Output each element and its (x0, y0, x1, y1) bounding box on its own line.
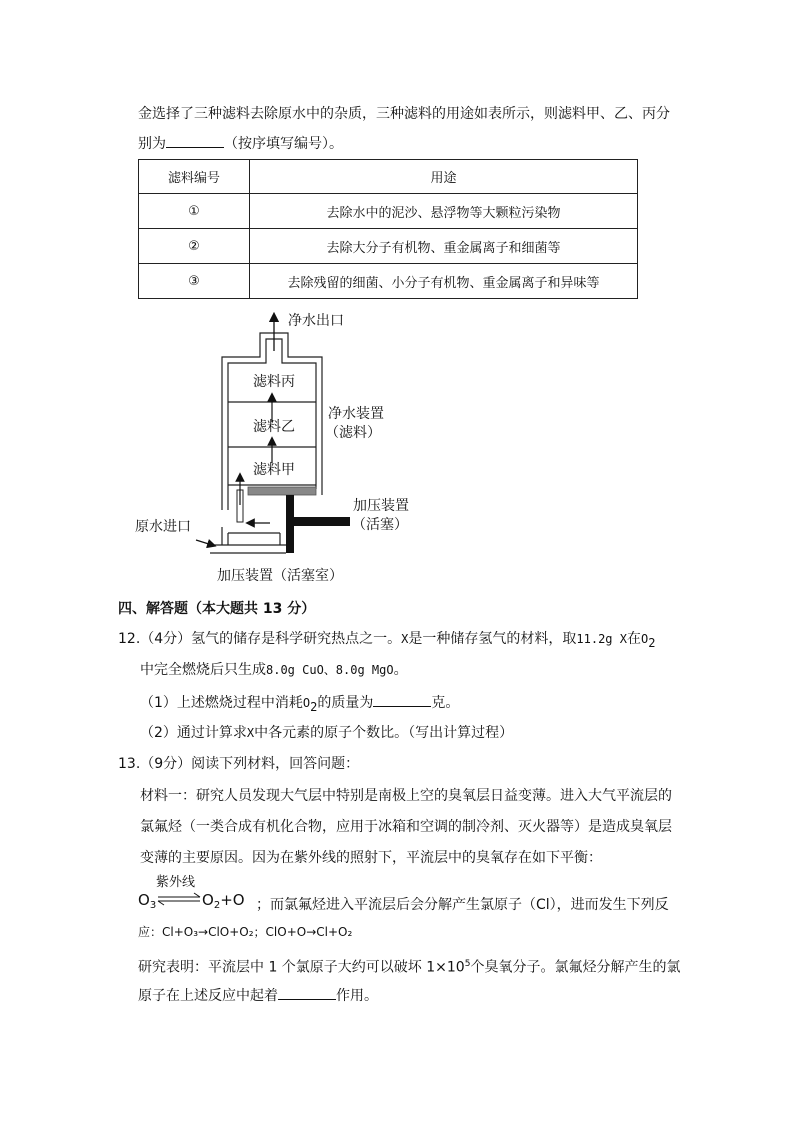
q12-o2-sub: 2 (648, 635, 656, 650)
table-cell-id: ② (139, 229, 250, 264)
table-cell-id: ① (139, 194, 250, 229)
label-device-sub: （滤料） (325, 425, 381, 441)
q12-line-2 (140, 660, 408, 680)
q12-o2: O (640, 632, 649, 646)
q13-material-line-2: 氯氟烃（一类合成有机化合物，应用于冰箱和空调的制冷剂、灭火器等）是造成臭氧层 (140, 819, 672, 835)
q13-research-line-2 (138, 985, 378, 1006)
filter-table (138, 159, 638, 299)
label-inlet: 原水进口 (135, 519, 191, 535)
intro-line-2-post: （按序填写编号）。 (224, 136, 343, 152)
piston-rod-horizontal (294, 517, 350, 526)
label-filter-c: 滤料丙 (253, 374, 295, 390)
table-row (139, 229, 638, 264)
inlet-pipe (210, 533, 286, 553)
q12-p2-end: 中各元素的原子个数比。（写出计算过程） (254, 725, 514, 741)
q13-research-line-1 (138, 954, 680, 978)
label-chamber: 加压装置（活塞室） (217, 568, 343, 584)
label-piston-title: 加压装置 (353, 498, 409, 514)
eq-right: $O_2+O$ (202, 891, 245, 911)
q12-line-2-pre: 中完全燃烧后只生成 (140, 662, 266, 678)
q12-line-2-post: 。 (393, 662, 408, 678)
table-header-use: 用途 (250, 160, 638, 194)
answer-blank-o2-mass[interactable] (373, 692, 431, 707)
piston-rod-vertical (286, 495, 294, 553)
q12-line-1 (118, 629, 655, 653)
ozone-equilibrium-equation (138, 872, 256, 912)
intro-line-2 (138, 133, 343, 154)
eq-left: $O_3$ (138, 891, 157, 911)
q12-line-1-pre: 12.（4分）氢气的储存是科学研究热点之一。 (118, 631, 402, 647)
q12-part-2 (140, 723, 513, 743)
q13-material-line-1: 材料一：研究人员发现大气层中特别是南极上空的臭氧层日益变薄。进入大气平流层的 (140, 788, 672, 804)
q13-r2-pre: 原子在上述反应中起着 (138, 988, 278, 1004)
q12-line-1-post: 在 (626, 631, 641, 647)
q12-p1-o2-sub: 2 (310, 699, 318, 714)
q12-p1-pre: （1）上述燃烧过程中消耗 (140, 695, 303, 711)
q12-p2-x: X (246, 726, 255, 740)
label-device-title: 净水装置 (328, 406, 384, 422)
q12-products: 8.0g CuO、8.0g MgO (266, 663, 394, 677)
intro-line-2-pre: 别为 (138, 136, 166, 152)
label-filter-b: 滤料乙 (253, 419, 295, 435)
intro-line-1: 金选择了三种滤料去除原水中的杂质，三种滤料的用途如表所示，则滤料甲、乙、丙分 (138, 106, 670, 122)
q13-r2-post: 作用。 (336, 988, 378, 1004)
q13-r1-pre: 研究表明：平流层中 1 个氯原子大约可以破坏 1×10 (138, 959, 465, 976)
q12-x: X (401, 632, 409, 646)
table-cell-id: ③ (139, 264, 250, 299)
table-cell-use: 去除大分子有机物、重金属离子和细菌等 (250, 229, 638, 264)
table-cell-use: 去除水中的泥沙、悬浮物等大颗粒污染物 (250, 194, 638, 229)
q12-p1-post: 的质量为 (317, 695, 374, 711)
q13-head: 13.（9分）阅读下列材料，回答问题： (118, 756, 360, 772)
table-cell-use: 去除残留的细菌、小分子有机物、重金属离子和异味等 (250, 264, 638, 299)
q13-r1-sup: 5 (464, 959, 471, 969)
table-row (139, 264, 638, 299)
q12-part-1 (140, 692, 459, 717)
answer-blank-role[interactable] (278, 985, 336, 1000)
table-header-row (139, 160, 638, 194)
q13-material-line-5: 应：Cl+O₃→ClO+O₂；ClO+O→Cl+O₂ (138, 925, 353, 939)
eq-uv-label: 紫外线 (156, 875, 196, 890)
table-row (139, 194, 638, 229)
water-purifier-diagram (120, 305, 440, 590)
q13-material-line-3: 变薄的主要原因。因为在紫外线的照射下，平流层中的臭氧存在如下平衡： (140, 850, 602, 866)
inlet-arrow (196, 540, 212, 545)
q12-p1-o2: O (302, 696, 311, 710)
q12-p2-pre: （2）通过计算求 (140, 725, 247, 741)
answer-blank-filters[interactable] (166, 133, 224, 148)
q12-mass: 11.2g X (576, 632, 627, 646)
table-header-id: 滤料编号 (139, 160, 250, 194)
q12-line-1-mid: 是一种储存氢气的材料，取 (408, 631, 577, 647)
section-title: 四、解答题（本大题共 13 分） (118, 601, 316, 617)
eq-arrow-tail (158, 901, 164, 905)
q13-r1-post: 个臭氧分子。氯氟烃分解产生的氯 (470, 959, 681, 976)
q12-p1-end: 克。 (431, 695, 460, 711)
q13-material-line-4: ；而氯氟烃进入平流层后会分解产生氯原子（Cl），进而发生下列反 (256, 897, 669, 913)
label-piston-sub: （活塞） (352, 517, 408, 533)
piston-plate (248, 487, 316, 495)
label-outlet: 净水出口 (288, 313, 344, 329)
eq-arrow-head (194, 893, 200, 897)
label-filter-a: 滤料甲 (253, 462, 295, 478)
